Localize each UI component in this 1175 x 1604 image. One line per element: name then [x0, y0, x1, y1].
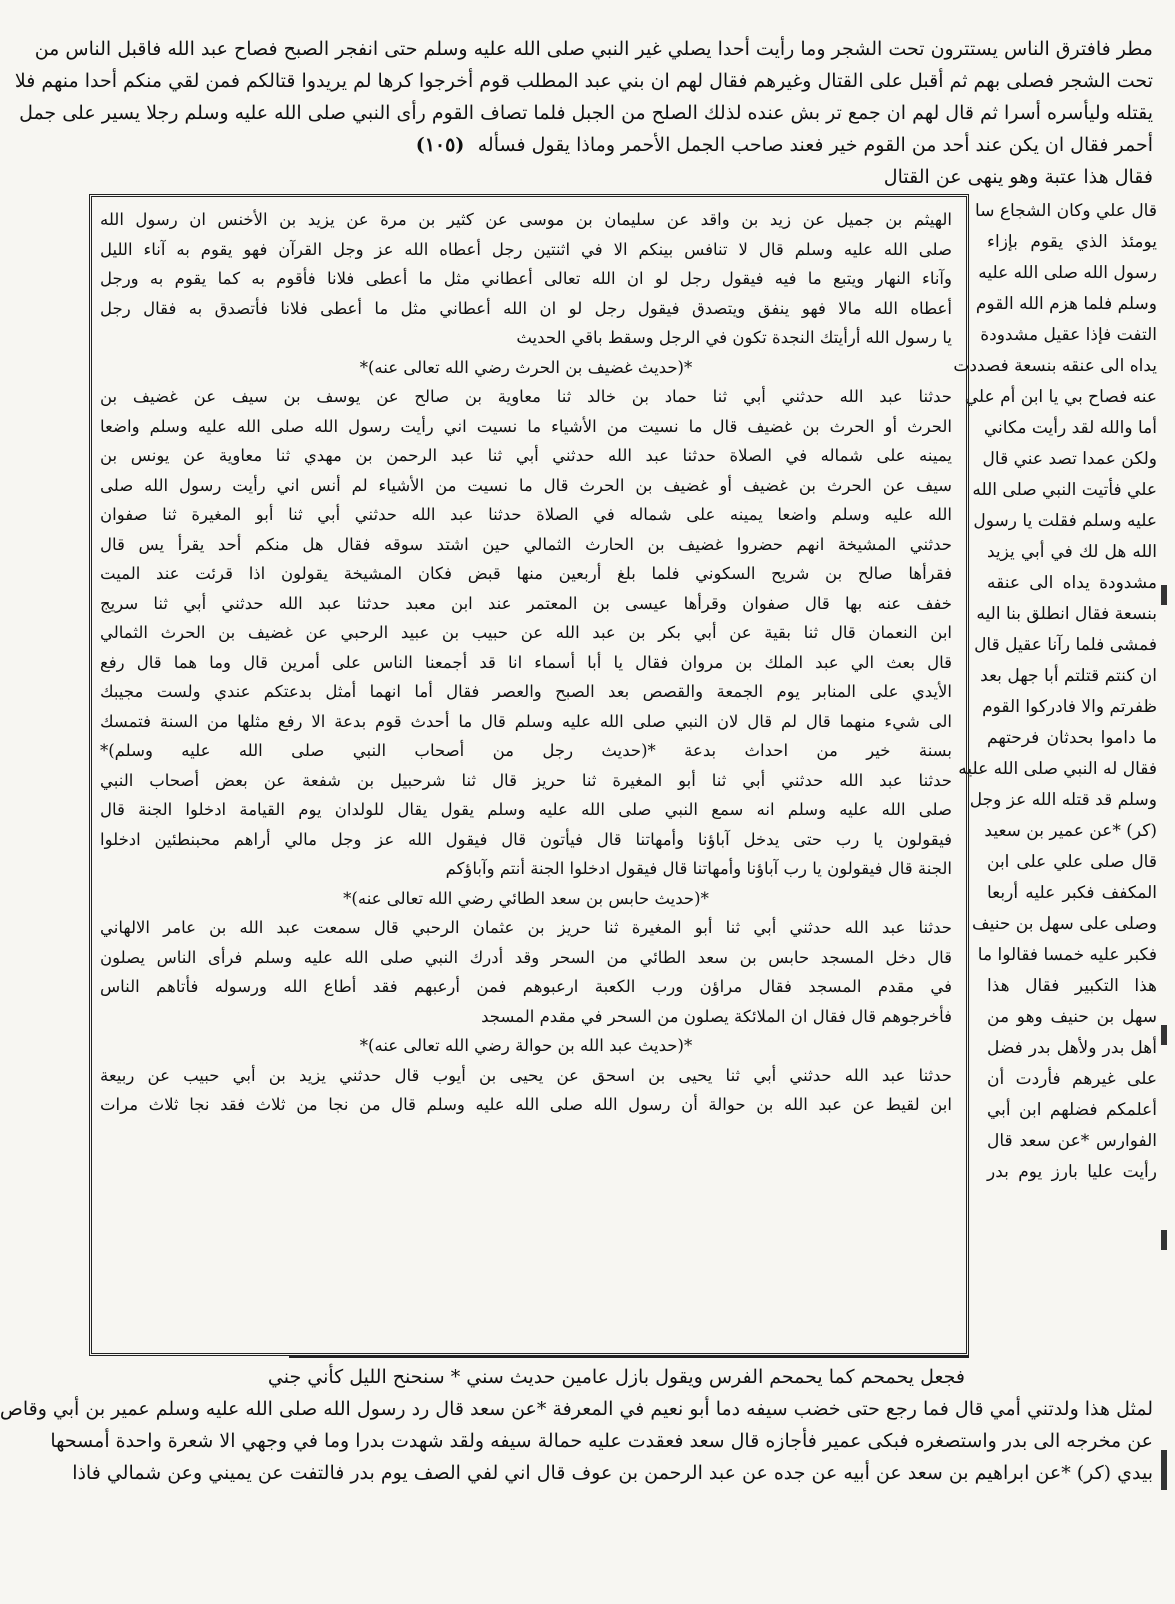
box-line: صلى الله عليه وسلم قال لا تنافس بينكم الا في اثنتين رجل أعطاه الله عز وجل القرآن فهو يقوم به آناء الليل	[100, 239, 952, 259]
box-line: الله عليه وسلم واضعا يمينه على شماله في الصلاة حدثنا عبد الله حدثني أبي ثنا أبو المغيرة ثنا صفوان	[100, 505, 952, 524]
box-line: الأيدي على المنابر يوم الجمعة والقصص بعد الصبح والعصر فقال أما انهما أمثل بدعتكم عندي ولست مجيبك	[100, 682, 952, 701]
margin-line: رسول الله صلى الله عليه	[978, 263, 1157, 283]
box-line: فيقولون يا رب حتى يدخل آباؤنا وأمهاتنا قال فيأتون قال فيقول الله عز وجل مالي أراهم محبنطئين ادخلوا	[100, 829, 952, 849]
box-line: ابن لقيط عن عبد الله بن حوالة أن رسول الله صلى الله عليه وسلم قال من نجا من ثلاث فقد نجا ثلاث مرات	[100, 1095, 952, 1114]
section-heading: *(حديث حابس بن سعد الطائي رضي الله تعالى عنه)*	[343, 888, 709, 908]
box-line: الى شيء منهما قال لم قال لان النبي صلى الله عليه وسلم قال ما أحدث قوم بدعة الا رفع مثلها من السنة فتمسك	[100, 711, 952, 731]
text-line: يقتله وليأسره أسرا ثم قال لهم ان جمع تر بش عنده لذلك الصلح من الجبل فلما تصاف القوم رأى النبي صلى الله عليه وسلم رجلا يسير على جمل	[19, 102, 1153, 124]
margin-line: أما والله لقد رأيت مكاني	[983, 418, 1157, 438]
box-line: حدثنا عبد الله حدثني أبي ثنا حماد بن خالد ثنا معاوية بن صالح عن يوسف بن سيف عن غضيف بن	[100, 387, 952, 406]
box-line: الجنة قال فيقولون يا رب آباؤنا وأمهاتنا قال فيقول ادخلوا الجنة أنتم وآباؤكم	[445, 859, 952, 878]
margin-line: الفوارس *عن سعد قال	[987, 1131, 1157, 1151]
margin-line: وسلم فلما هزم الله القوم	[975, 294, 1157, 314]
margin-line: فمشى فلما رآنا عقيل قال	[974, 635, 1157, 655]
margin-line: المكفف فكبر عليه أربعا	[987, 883, 1157, 903]
box-line: سيف عن الحرث بن غضيف أو غضيف بن الحرث قال ما نسيت من الأشياء لم أنس اني رأيت رسول الله صلى	[100, 475, 952, 495]
box-line: أعطاه الله مالا فهو ينفق ويتصدق فيقول رجل لو ان الله أعطاني مثل ما أعطى فلانا فأتصدق به فقال رجل	[100, 298, 952, 318]
margin-line: علي فأتيت النبي صلى الله	[972, 480, 1157, 500]
margin-line: مشدودة يداه الى عنقه	[987, 573, 1157, 593]
box-line: يا رسول الله أرأيتك النجدة تكون في الرجل وسقط باقي الحديث	[516, 328, 952, 347]
page-number: (١٠٥)	[415, 134, 465, 156]
box-line: ابن النعمان قال ثنا بقية عن أبي بكر بن عبد الله عن حبيب بن عبيد الرحبي عن غضيف بن الحرث الثمالي	[100, 623, 952, 642]
margin-line: (كر) *عن عمير بن سعيد	[984, 821, 1157, 841]
text-line: فجعل يحمحم كما يحمحم الفرس ويقول بازل عامين حديث سني * سنحنح الليل كأني جني	[267, 1366, 965, 1388]
margin-line: بنسعة فقال انطلق بنا اليه	[976, 604, 1157, 624]
box-line: فأخرجوهم قال فقال ان الملائكة يصلون من السحر في مقدم المسجد	[481, 1006, 952, 1026]
margin-line: ان كنتم قتلتم أبا جهل بعد	[980, 666, 1157, 686]
text-line: لمثل هذا ولدتني أمي قال فما رجع حتى خضب سيفه دما أبو نعيم في المعرفة *عن سعد قال رد رسول الله صلى الله عليه وسلم عمير بن أبي وقاص	[0, 1398, 1153, 1420]
margin-line: قال علي وكان الشجاع سا	[975, 201, 1157, 221]
box-line: قال دخل المسجد حابس بن سعد الطائي من السحر وقد أدرك النبي صلى الله عليه وسلم فرأى الناس يصلون	[100, 947, 952, 967]
box-line: بسنة خير من احداث بدعة *(حديث رجل من أصحاب النبي صلى الله عليه وسلم)*	[100, 741, 952, 760]
box-line: حدثنا عبد الله حدثني أبي ثنا أبو المغيرة ثنا حريز قال ثنا شرحبيل بن شفعة عن بعض أصحاب النبي	[100, 770, 952, 790]
scan-edge-mark	[1161, 1230, 1167, 1250]
margin-line: أعلمكم فضلهم ابن أبي	[987, 1100, 1157, 1120]
box-line: في مقدم المسجد فقال مراؤن ورب الكعبة ارعبوهم فمن أرعبهم فقد أطاع الله ورسوله فأتاهم الناس	[100, 977, 952, 996]
box-line: حدثنا عبد الله حدثني أبي ثنا يحيى بن اسحق عن يحيى بن أيوب قال حدثني يزيد بن أبي حبيب عن ربيعة	[100, 1065, 952, 1085]
text-line: أحمر فقال ان يكن عند أحد من القوم خير فعند صاحب الجمل الأحمر وماذا يقول فسأله	[477, 134, 1153, 156]
margin-line: عليه وسلم فقلت يا رسول	[973, 511, 1157, 531]
box-line: حدثني المشيخة انهم حضروا غضيف بن الحارث الثمالي حين اشتد سوقه فقال هل منكم أحد يقرأ يس قال	[100, 534, 952, 554]
margin-line: قال صلى علي على ابن	[987, 852, 1157, 872]
box-line: صلى الله عليه وسلم انه سمع النبي صلى الله عليه وسلم يقول يقال للولدان يوم القيامة ادخلوا الجنة قال	[100, 800, 952, 819]
margin-line: يداه الى عنقه بنسعة فصددت	[953, 356, 1157, 376]
section-heading: *(حديث غضيف بن الحرث رضي الله تعالى عنه)*	[359, 357, 693, 377]
margin-line: ولكن عمدا تصد عني قال	[982, 449, 1157, 469]
scan-edge-mark	[1161, 1450, 1167, 1490]
margin-line: وسلم قد قتله الله عز وجل	[969, 790, 1157, 810]
text-line: بيدي (كر) *عن ابراهيم بن سعد عن أبيه عن جده عن عبد الرحمن بن عوف قال اني لفي الصف يوم بدر فالتفت عن يميني وعن شمالي فاذا	[72, 1462, 1153, 1484]
margin-line: الله هل لك في أبي يزيد	[987, 542, 1157, 562]
main-text-frame	[89, 194, 969, 1356]
box-line: يمينه على شماله في الصلاة حدثنا عبد الله حدثني أبي ثنا عبد الرحمن بن مهدي ثنا معاوية عن يونس بن	[100, 446, 952, 465]
margin-line: فقال له النبي صلى الله عليه	[958, 759, 1157, 779]
scan-edge-mark	[1161, 585, 1167, 605]
margin-line: ما داموا بحدثان فرحتهم	[987, 728, 1157, 748]
margin-line: ظفرتم والا فادركوا القوم	[982, 697, 1157, 717]
margin-line: يومئذ الذي يقوم بإزاء	[987, 232, 1157, 252]
box-line: وآناء النهار ويتبع ما فيه فيقول رجل لو ان الله تعالى أعطاني مثل ما أعطى فلانا فأقوم به كما يقوم به ورجل	[100, 269, 952, 288]
text-line: عن مخرجه الى بدر واستصغره فبكى عمير فأجازه قال سعد فعقدت عليه حمالة سيفه ولقد شهدت بدرا وما في وجهي الا شعرة واحدة أمسحها	[50, 1430, 1153, 1452]
box-line: الهيثم بن جميل عن زيد بن واقد عن سليمان بن موسى عن كثير بن مرة عن يزيد بن الأخنس ان رسول الله	[100, 210, 952, 229]
section-heading: *(حديث عبد الله بن حوالة رضي الله تعالى عنه)*	[359, 1036, 693, 1055]
separator-rule	[289, 1356, 969, 1358]
margin-line: وصلى على سهل بن حنيف	[972, 914, 1157, 934]
box-line: قال بعث الي عبد الملك بن مروان فقال يا أبا أسماء انا قد أجمعنا الناس على أمرين قال وما هما قال رفع	[100, 652, 952, 672]
text-line: فقال هذا عتبة وهو ينهى عن القتال	[883, 166, 1153, 188]
box-line: الحرث أو الحرث بن غضيف قال ما نسيت من الأشياء ما نسيت اني رأيت رسول الله صلى الله عليه وسلم واضعا	[100, 416, 952, 436]
margin-line: هذا التكبير فقال هذا	[987, 976, 1157, 996]
text-line: مطر فافترق الناس يستترون تحت الشجر وما رأيت أحدا يصلي غير النبي صلى الله عليه وسلم حتى انفجر الصبح فصاح عبد الله فاقبل الناس من	[34, 38, 1153, 60]
margin-line: فكبر عليه خمسا فقالوا ما	[977, 945, 1157, 965]
box-line: خفف عنه بها قال صفوان وقرأها عيسى بن المعتمر عند ابن معبد حدثنا عبد الله حدثني أبي ثنا سريج	[100, 593, 952, 613]
box-line: حدثنا عبد الله حدثني أبي ثنا أبو المغيرة ثنا حريز بن عثمان الرحبي قال سمعت عبد الله بن عامر الالهاني	[100, 918, 952, 937]
margin-line: أهل بدر ولأهل بدر فضل	[987, 1038, 1157, 1058]
margin-line: على غيرهم فأردت أن	[987, 1069, 1157, 1089]
scan-edge-mark	[1161, 1025, 1167, 1045]
margin-line: سهل بن حنيف وهو من	[987, 1007, 1157, 1027]
margin-line: التفت فإذا عقيل مشدودة	[980, 325, 1157, 345]
box-line: فقرأها صالح بن شريح السكوني فلما بلغ أربعين منها قبض فكان المشيخة يقولون اذا قرئت عند الميت	[100, 564, 952, 583]
text-line: تحت الشجر فصلى بهم ثم أقبل على القتال وغيرهم فقال لهم ان بني عبد المطلب قوم أخرجوا كرها لم يريدوا قتالكم فمن لقي منكم أحدا منهم فلا	[14, 70, 1153, 92]
margin-line: عنه فصاح بي يا ابن أم علي	[964, 387, 1157, 407]
margin-line: رأيت عليا بارز يوم بدر	[987, 1162, 1157, 1182]
